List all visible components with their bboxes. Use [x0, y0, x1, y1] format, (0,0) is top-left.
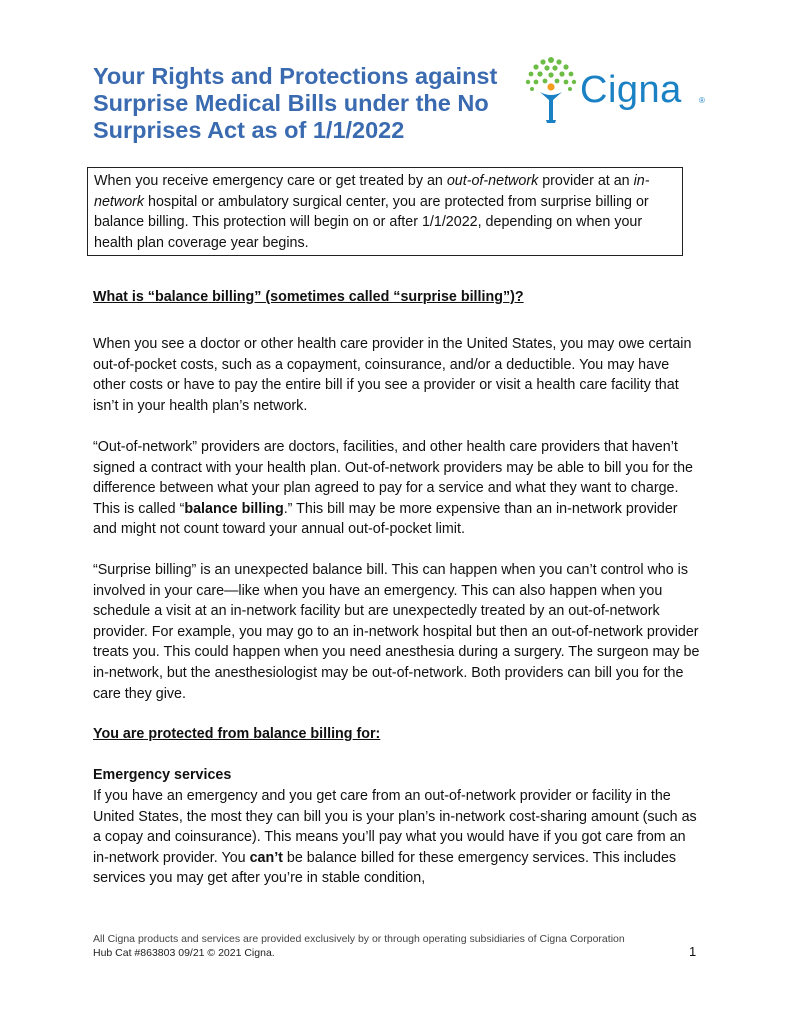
title-line-3: Surprises Act as of 1/1/2022 [93, 117, 405, 143]
footer-catalog-info: Hub Cat #863803 09/21 © 2021 Cigna. [93, 946, 275, 959]
footer-disclaimer: All Cigna products and services are provided exclusively by or through operating subsidiaries of Cigna Corporation [93, 933, 625, 945]
registered-mark: ® [699, 96, 705, 105]
paragraph-text: be balance billed for these emergency services. This includes services you may get after you’re in stable condition, [93, 849, 677, 887]
title-line-1: Your Rights and Protections against [93, 63, 498, 89]
paragraph-surprise-billing: “Surprise billing” is an unexpected balance bill. This can happen when you can’t control who is involved in your care—like when you have an emergency. This can also happen when you schedule a visit at an in-network facility but are unexpectedly treated by an out-of-network provider. For example, you may go to an in-network hospital but then an out-of-network provider treats you. This could happen when you need anesthesia during a surgery. The surgeon may be in-network, but the anesthesiologist may be out-of-network. Both providers can bill you for the care they give. [93, 562, 700, 702]
intro-italic-out-of-network: out-of-network [446, 173, 539, 189]
intro-italic-in-network: in-network [94, 173, 650, 210]
cigna-logo [522, 54, 712, 126]
intro-text: When you receive emergency care or get treated by an [94, 173, 447, 189]
footer [93, 933, 713, 960]
title-line-2: Surprise Medical Bills under the No [93, 90, 489, 116]
bold-balance-billing: balance billing [184, 500, 284, 517]
paragraph-out-of-pocket: When you see a doctor or other health care provider in the United States, you may owe certain out-of-pocket costs, such as a copayment, coinsurance, and/or a deductible. You may have other costs or have to pay the entire bill if you see a provider or visit a health care facility that isn’t in your health plan’s network. [93, 336, 692, 414]
document-title [93, 63, 523, 144]
cigna-wordmark: Cigna [580, 69, 682, 111]
section-heading-protected [93, 724, 705, 745]
paragraph-out-of-network [93, 437, 705, 540]
tree-of-life-icon [522, 54, 580, 126]
section-heading-balance-billing [93, 287, 705, 308]
paragraph-text: If you have an emergency and you get care from an out-of-network provider or facility in the United States, the most they can bill you is your plan’s in-network cost-sharing amount (such as a copay and coinsurance). This means you’ll pay what you would have if you got care from an in-network provider. You [93, 788, 697, 866]
subheading-emergency-services: Emergency services [93, 767, 232, 783]
intro-callout-box [87, 167, 683, 256]
intro-text: provider at an [538, 173, 634, 189]
heading-text: You are protected from balance billing for: [93, 726, 381, 742]
heading-text: What is “balance billing” (sometimes called “surprise billing”)? [93, 289, 524, 305]
bold-cant: can’t [249, 849, 283, 866]
paragraph-emergency-services [93, 786, 705, 889]
paragraph-text: .” This bill may be more expensive than an in-network provider and might not count toward your annual out-of-pocket limit. [93, 500, 678, 538]
paragraph-text: “Out-of-network” providers are doctors, facilities, and other health care providers that haven’t signed a contract with your health plan. Out-of-network providers may be able to bill you for the difference between what your plan agreed to pay for a service and what they want to charge. This is called “ [93, 439, 693, 517]
page-number: 1 [689, 944, 697, 959]
intro-text: hospital or ambulatory surgical center, you are protected from surprise billing or balance billing. This protection will begin on or after 1/1/2022, depending on when your health plan coverage year begins. [94, 193, 649, 251]
